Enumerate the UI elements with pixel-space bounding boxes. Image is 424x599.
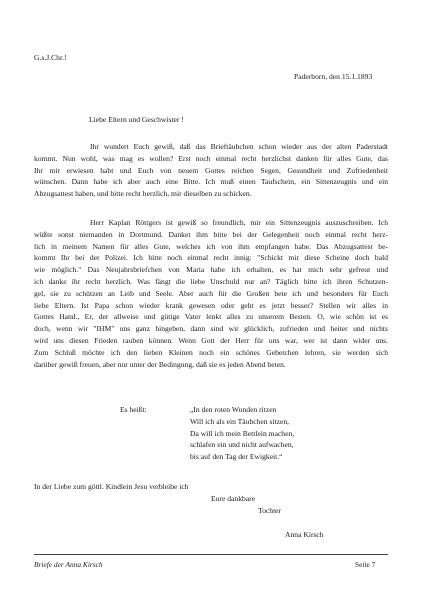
text-line: lich in meinem Namen für alles Gute, welches ich von ihm empfangen habe. Das Abzugsattest be-	[34, 241, 388, 251]
text-line: wüßte sonst niemanden in Dortmund. Danket ihm bitte bei der Gelegenheit noch einmal recht herz-	[34, 229, 388, 239]
text-line: Ihr mir erwiesen habt und Euch von neuem Gottes reichen Segen, Gesundheit und Zufriedenheit	[34, 165, 388, 175]
poem-line: schlafen ein und nicht aufwachen,	[190, 440, 294, 450]
text-line: kommt Ihr bei der Polizei. Ich bitte noch einmal recht innig: "Schickt mir diese Scheine doch bald	[34, 253, 388, 263]
text-line: Abzugsattest haben, und bitte recht herzlich, mir dieselben zu schicken.	[34, 189, 252, 199]
poem	[190, 404, 294, 463]
text-line: doch, wenn wir "IHM" uns ganz hingeben, dann sind wir glücklich, zufrieden und heiter und nichts	[34, 324, 388, 334]
text-line: liebe Eltern. Ist Papa schon wieder krank gewesen oder geht es jetzt besser? Stellen wir alles in	[34, 300, 388, 310]
text-line: Herr Kaplan Röttgers ist gewiß so freundlich, mir ein Sittenzeugnis auszuschreiben. Ich	[90, 218, 388, 227]
signature: Anna Kirsch	[285, 530, 324, 539]
text-line: Gottes Hand., Er, der allweise und gütige Vater lenkt alles zu unserem Besten. O, wie schön ist es	[34, 312, 388, 322]
paragraph-1	[34, 141, 388, 200]
salutation: Liebe Eltern und Geschwister !	[89, 115, 184, 124]
poem-line: „In den roten Wunden ritzen	[190, 405, 277, 414]
text-line: wünschen. Dann habe ich aber auch eine Bitte. Ich muß einen Taufschein, ein Sittenzeugnis und ein	[34, 177, 388, 187]
text-line: darüber gewiß freuen, aber nur unter der Bedingung, daß sie es jeden Abend beten.	[34, 359, 286, 369]
footer-divider	[34, 554, 388, 555]
poem-line: Da will ich mein Bettlein machen,	[190, 428, 295, 438]
closing-dankbare: Eure dankbare	[211, 494, 256, 503]
text-line: Zum Schluß möchte ich den lieben Kleinen noch ein schönes Gebetchen lehren, sie werden sich	[34, 347, 388, 357]
text-line: ich danke ihr recht herzlich. Was fängt die liebe Unschuld nur an? Täglich bitte ich ihren Schutzen-	[34, 276, 388, 286]
paragraph-2	[34, 217, 388, 370]
text-line: kommt. Nun wohl, was mag es wollen? Erst noch einmal recht herzlichst danken für alles Gute, das	[34, 153, 388, 163]
closing-tochter: Tochter	[258, 506, 282, 515]
greeting-initials: G.s.J.Chr.!	[34, 53, 67, 62]
text-line: Ihr wundert Euch gewiß, daß das Brieftäubchen schon wieder aus der alten Paderstadt	[90, 142, 388, 151]
poem-line: bis auf den Tag der Ewigkeit.“	[190, 452, 283, 462]
text-line: wie möglich." Das Neujahrsbriefchen von Maria habe ich erhalten, es hat mich sehr gefreut und	[34, 265, 388, 275]
text-line: wird uns diesen Frieden rauben können. Wenn Gott der Herr für uns war, wer ist dann wider uns.	[34, 335, 388, 345]
footer-title: Briefe der Anna Kirsch	[34, 560, 103, 569]
poem-intro: Es heißt:	[120, 405, 147, 414]
text-line: gel, sie zu schützen an Leib und Seele. Aber auch für die Großen bete ich und besonders für Euch	[34, 288, 388, 298]
page-number: Seite 7	[355, 560, 376, 569]
closing-line: In der Liebe zum göttl. Kindlein Jesu verbleibe ich	[34, 482, 189, 491]
poem-line: Will ich als ein Täubchen sitzen,	[190, 416, 290, 426]
place-date: Paderborn, den 15.1.1893	[294, 72, 373, 81]
